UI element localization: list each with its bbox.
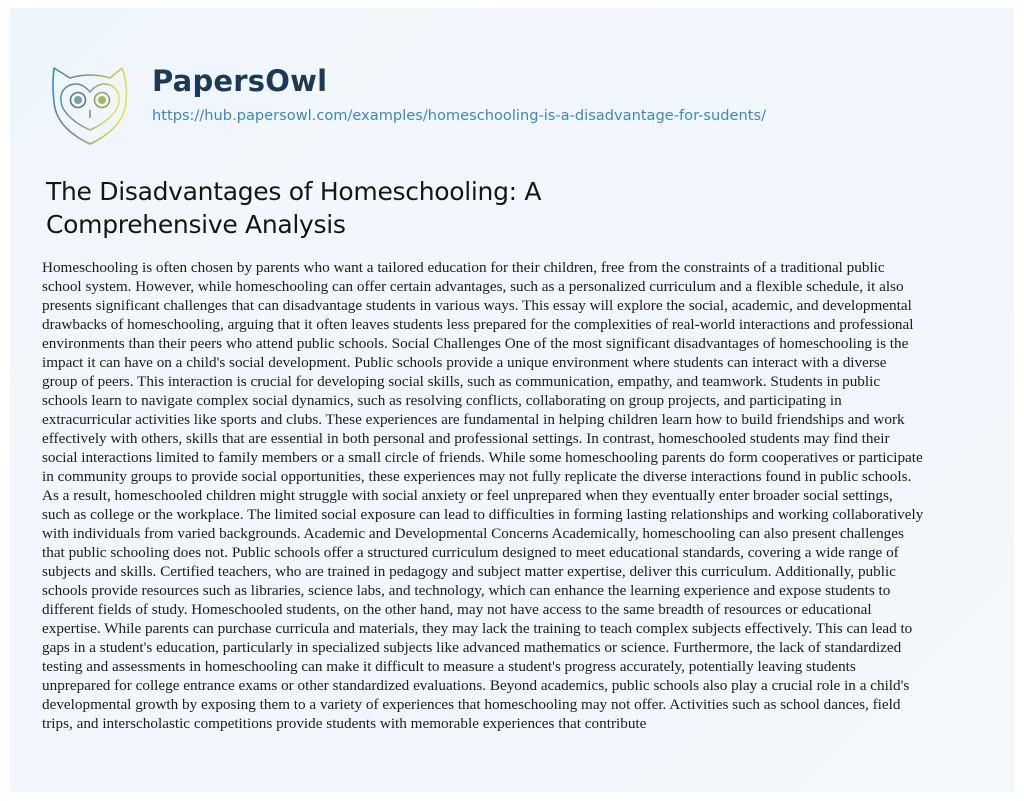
body-line: different fields of study. Homeschooled students, on the other hand, may not have access to the same breadth of resources or educational <box>42 601 872 618</box>
body-line: Homeschooling is often chosen by parents who want a tailored education for their children, free from the constraints of a traditional public <box>42 259 885 276</box>
body-line: with individuals from varied backgrounds. Academic and Developmental Concerns Academically, homeschooling can also present challenges <box>42 525 904 542</box>
body-line: schools provide resources such as libraries, science labs, and technology, which can enhance the learning experience and expose students to <box>42 582 891 599</box>
body-line: testing and assessments in homeschooling can make it difficult to measure a student's progress accurately, potentially leaving students <box>42 658 856 675</box>
body-line: effectively with others, skills that are essential in both personal and professional settings. In contrast, homeschooled students may find their <box>42 430 890 447</box>
body-line: extracurricular activities like sports and clubs. These experiences are fundamental in helping children learn how to build friendships and work <box>42 411 905 428</box>
body-line: expertise. While parents can purchase curricula and materials, they may lack the training to teach complex subjects effectively. This can lead to <box>42 620 913 637</box>
body-line: group of peers. This interaction is crucial for developing social skills, such as communication, empathy, and teamwork. Students in public <box>42 373 881 390</box>
body-line: impact it can have on a child's social development. Public schools provide a unique environment where students can interact with a diverse <box>42 354 887 371</box>
body-line: presents significant challenges that can disadvantage students in various ways. This essay will explore the social, academic, and developmental <box>42 297 912 314</box>
body-line: such as college or the workplace. The limited social exposure can lead to difficulties in forming lasting relationships and working collaboratively <box>42 506 924 523</box>
body-line: social interactions limited to family members or a small circle of friends. While some homeschooling parents do form cooperatives or participate <box>42 449 923 466</box>
body-line: in community groups to provide social opportunities, these experiences may not fully replicate the diverse interactions found in public schools. <box>42 468 912 485</box>
document-title <box>46 175 666 241</box>
body-line: gaps in a student's education, particularly in specialized subjects like advanced mathematics or science. Furthermore, the lack of standardized <box>42 639 902 656</box>
body-line: that public schooling does not. Public schools offer a structured curriculum designed to meet educational standards, covering a wide range of <box>42 544 899 561</box>
document-body <box>42 258 1002 733</box>
body-line: unprepared for college entrance exams or other standardized evaluations. Beyond academics, public schools also play a crucial role in a child's <box>42 677 910 694</box>
title-line: The Disadvantages of Homeschooling: A <box>46 177 542 206</box>
brand-name[interactable]: PapersOwl <box>152 64 328 98</box>
title-line: Comprehensive Analysis <box>46 210 346 239</box>
body-line: environments than their peers who attend public schools. Social Challenges One of the most significant disadvantages of homeschooling is the <box>42 335 909 352</box>
body-line: school system. However, while homeschooling can offer certain advantages, such as a personalized curriculum and a flexible schedule, it also <box>42 278 904 295</box>
body-line: schools learn to navigate complex social dynamics, such as resolving conflicts, collaborating on group projects, and participating in <box>42 392 842 409</box>
body-line: drawbacks of homeschooling, arguing that it often leaves students less prepared for the complexities of real-world interactions and professional <box>42 316 914 333</box>
body-line: subjects and skills. Certified teachers, who are trained in pedagogy and subject matter expertise, deliver this curriculum. Additionally, public <box>42 563 896 580</box>
header <box>46 62 946 152</box>
body-line: trips, and interscholastic competitions provide students with memorable experiences that contribute <box>42 715 647 732</box>
body-line: developmental growth by exposing them to a variety of experiences that homeschooling may not offer. Activities such as school dances, field <box>42 696 901 713</box>
source-url-link[interactable]: https://hub.papersowl.com/examples/homeschooling-is-a-disadvantage-for-sudents/ <box>152 107 766 124</box>
owl-logo-icon <box>46 62 136 150</box>
body-line: As a result, homeschooled children might struggle with social anxiety or feel unprepared when they eventually enter broader social settings, <box>42 487 893 504</box>
